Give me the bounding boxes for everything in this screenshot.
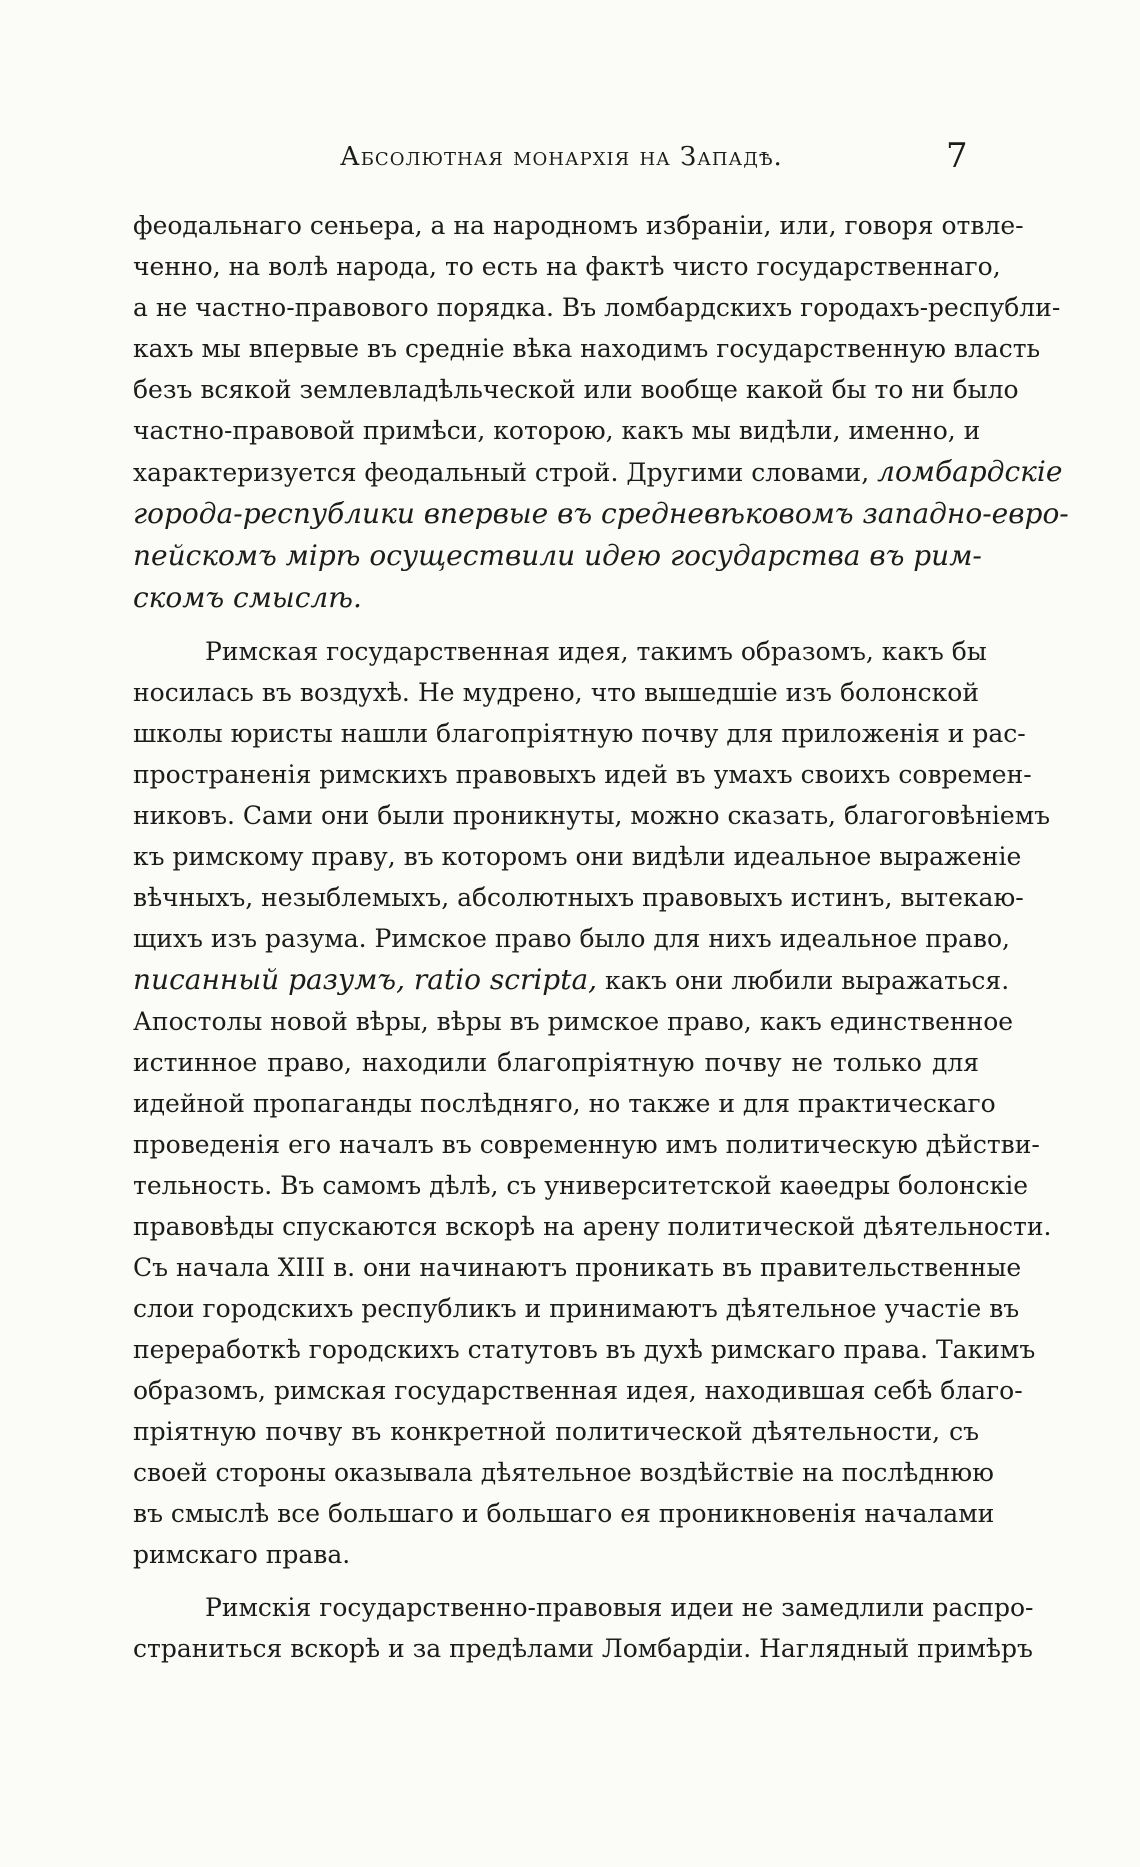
text-line [133, 535, 982, 577]
text-line: истинное право, находили благопріятную почву не только для [133, 1048, 979, 1077]
text-line: образомъ, римская государственная идея, находившая себѣ благо- [133, 1376, 1023, 1405]
text-line: тельность. Въ самомъ дѣлѣ, съ университетской каѳедры болонскіе [133, 1171, 1029, 1200]
text-line: феодальнаго сеньера, а на народномъ избраніи, или, говоря отвле- [133, 211, 1024, 240]
text-line: своей стороны оказывала дѣятельное воздѣйствіе на послѣднюю [133, 1458, 994, 1487]
text-line: переработкѣ городскихъ статутовъ въ духѣ римскаго права. Такимъ [133, 1335, 1036, 1364]
text-line: характеризуется феодальный строй. Другими словами, ломбардскіе [133, 455, 1063, 488]
text-line [133, 493, 1069, 535]
text-line: правовѣды спускаются вскорѣ на арену политической дѣятельности. [133, 1212, 1052, 1241]
text-line: частно-правовой примѣси, которою, какъ мы видѣли, именно, и [133, 416, 981, 445]
text-line: кахъ мы впервые въ средніе вѣка находимъ государственную власть [133, 334, 1041, 363]
text-line: вѣчныхъ, незыблемыхъ, абсолютныхъ правовыхъ истинъ, вытекаю- [133, 883, 1024, 912]
text-line: никовъ. Сами они были проникнуты, можно сказать, благоговѣніемъ [133, 801, 1051, 830]
body-text [133, 205, 1069, 1669]
text-line: щихъ изъ разума. Римское право было для нихъ идеальное право, [133, 924, 1010, 953]
text-line: безъ всякой землевладѣльческой или вообще какой бы то ни было [133, 375, 1019, 404]
text-line: идейной пропаганды послѣдняго, но также и для практическаго [133, 1089, 996, 1118]
running-header: Абсолютная монархія на Западѣ. [340, 142, 783, 172]
text-line: пространенія римскихъ правовыхъ идей въ умахъ своихъ современ- [133, 760, 1032, 789]
text-line: римскаго права. [133, 1540, 351, 1569]
italic-phrase: скомъ смыслѣ. [133, 581, 362, 614]
text-line [133, 577, 979, 619]
text-line: слои городскихъ республикъ и принимаютъ дѣятельное участіе въ [133, 1294, 1020, 1323]
text-line: ченно, на волѣ народа, то есть на фактѣ чисто государственнаго, [133, 252, 1001, 281]
italic-phrase: пейскомъ мірѣ осуществили идею государства въ рим- [133, 539, 982, 572]
text-line: Съ начала XIII в. они начинаютъ проникать въ правительственные [133, 1253, 1022, 1282]
text-line: пріятную почву въ конкретной политической дѣятельности, съ [133, 1417, 979, 1446]
text-line: Апостолы новой вѣры, вѣры въ римское право, какъ единственное [133, 1007, 1014, 1036]
text-line: въ смыслѣ все большаго и большаго ея проникновенія началами [133, 1499, 995, 1528]
text-line: проведенія его началъ въ современную имъ политическую дѣйстви- [133, 1130, 1040, 1159]
text-line: Римская государственная идея, такимъ образомъ, какъ бы [205, 637, 987, 666]
text-line: писанный разумъ, ratio scripta, какъ они любили выражаться. [133, 963, 1010, 996]
text-line: къ римскому праву, въ которомъ они видѣли идеальное выраженіе [133, 842, 1022, 871]
page-number: 7 [946, 136, 968, 176]
italic-phrase: писанный разумъ, ratio scripta, [133, 963, 598, 996]
text-line: а не частно-правового порядка. Въ ломбардскихъ городахъ-республи- [133, 293, 1061, 322]
text-line: страниться вскорѣ и за предѣлами Ломбардіи. Наглядный примѣръ [133, 1634, 1033, 1663]
text-line: школы юристы нашли благопріятную почву для приложенія и рас- [133, 719, 1026, 748]
italic-phrase: города-республики впервые въ средневѣковомъ западно-евро- [133, 497, 1069, 530]
text-line: Римскія государственно-правовыя идеи не замедлили распро- [205, 1593, 1034, 1622]
text-line: носилась въ воздухѣ. Не мудрено, что вышедшіе изъ болонской [133, 678, 979, 707]
italic-phrase: ломбардскіе [877, 455, 1063, 488]
